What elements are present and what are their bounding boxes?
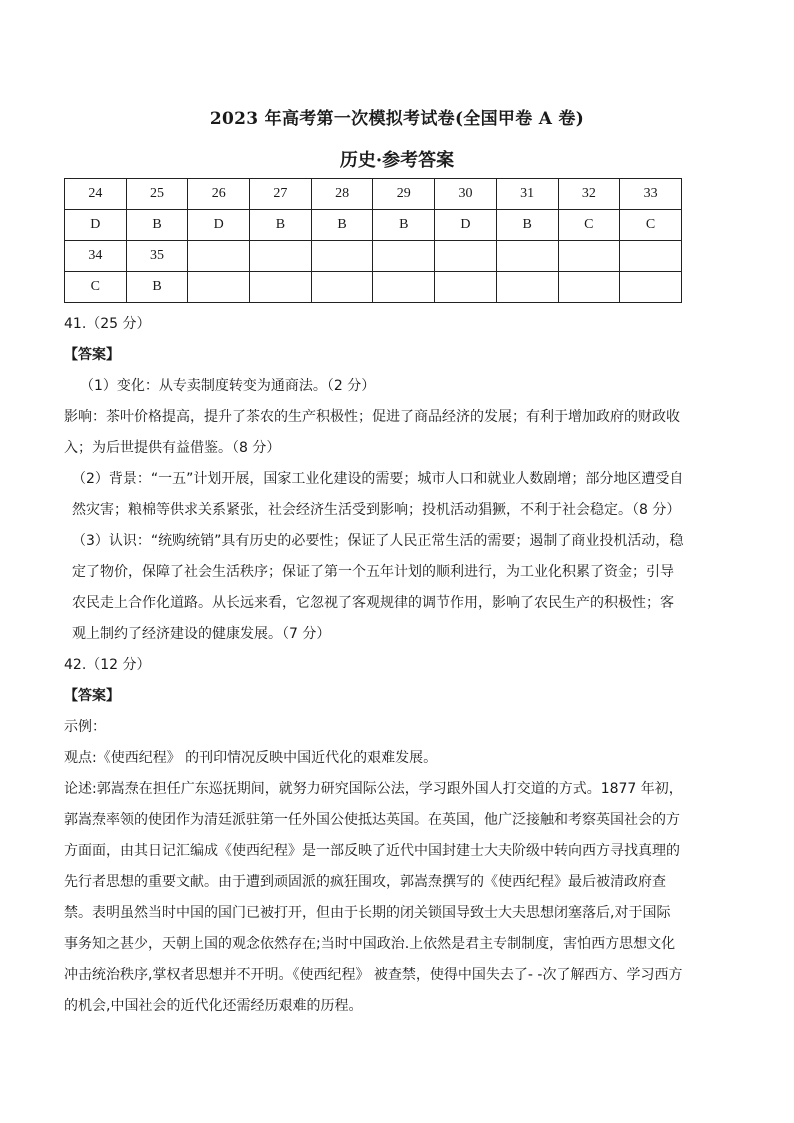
q41-part2: （2）背景：“一五”计划开展，国家工业化建设的需要；城市人口和就业人数剧增；部分地区遭受自然灾害；粮棉等供求关系紧张，社会经济生活受到影响；投机活动猖獗，不利于社会稳定。（8 分） xyxy=(72,471,684,518)
q41-part3: （3）认识：“统购统销”具有历史的必要性；保证了人民正常生活的需要；遏制了商业投机活动，稳定了物价，保障了社会生活秩序；保证了第一个五年计划的顺利进行，为工业化积累了资金；引导农民走上合作化道路。从长远来看，它忽视了客观规律的调节作用，影响了农民生产的积极性；客观上制约了经济建设的健康发展。（7 分） xyxy=(72,533,684,642)
q41-part1-change: （1）变化：从专卖制度转变为通商法。（2 分） xyxy=(80,378,376,394)
answer-letter-cell: C xyxy=(558,210,620,241)
q42-example-label: 示例： xyxy=(64,719,106,735)
q41-part1-impact: 影响：茶叶价格提高，提升了茶农的生产积极性；促进了商品经济的发展；有利于增加政府的财政收入；为后世提供有益借鉴。（8 分） xyxy=(64,409,680,456)
question-number-cell xyxy=(496,241,558,272)
question-number-cell: 29 xyxy=(373,179,435,210)
exam-title: 2023 年高考第一次模拟考试卷(全国甲卷 A 卷) xyxy=(209,109,585,129)
q42-heading: 42.（12 分） xyxy=(64,657,151,673)
question-number-cell: 27 xyxy=(250,179,312,210)
q42-viewpoint: 观点:《使西纪程》 的刊印情况反映中国近代化的艰难发展。 xyxy=(64,750,438,766)
question-number-cell: 25 xyxy=(126,179,188,210)
question-number-cell xyxy=(311,241,373,272)
answer-letter-cell: C xyxy=(65,272,127,303)
answer-table-row xyxy=(65,179,682,210)
answer-letter-cell xyxy=(620,272,682,303)
answer-key-subtitle: 历史·参考答案 xyxy=(339,150,455,171)
answer-body xyxy=(64,309,684,1022)
answer-letter-cell: B xyxy=(250,210,312,241)
question-number-cell xyxy=(250,241,312,272)
question-number-cell xyxy=(188,241,250,272)
answer-letter-cell: D xyxy=(188,210,250,241)
question-number-cell xyxy=(620,241,682,272)
question-number-cell: 28 xyxy=(311,179,373,210)
q42-answer-label: 【答案】 xyxy=(64,688,120,704)
answer-letter-cell: B xyxy=(373,210,435,241)
q41-heading: 41.（25 分） xyxy=(64,316,151,332)
answer-letter-cell xyxy=(311,272,373,303)
question-number-cell xyxy=(435,241,497,272)
question-number-cell: 32 xyxy=(558,179,620,210)
answer-letter-cell xyxy=(435,272,497,303)
q41-answer-label: 【答案】 xyxy=(64,347,120,363)
answer-letter-cell: C xyxy=(620,210,682,241)
answer-letter-cell: B xyxy=(126,210,188,241)
answer-letter-cell xyxy=(496,272,558,303)
answer-letter-cell: B xyxy=(311,210,373,241)
answer-table-row xyxy=(65,272,682,303)
question-number-cell: 34 xyxy=(65,241,127,272)
answer-letter-cell: D xyxy=(435,210,497,241)
answer-letter-cell: D xyxy=(65,210,127,241)
question-number-cell: 24 xyxy=(65,179,127,210)
question-number-cell: 26 xyxy=(188,179,250,210)
question-number-cell xyxy=(373,241,435,272)
question-number-cell: 31 xyxy=(496,179,558,210)
answer-letter-cell: B xyxy=(126,272,188,303)
answer-letter-cell xyxy=(558,272,620,303)
answer-letter-cell xyxy=(250,272,312,303)
question-number-cell: 30 xyxy=(435,179,497,210)
question-number-cell: 35 xyxy=(126,241,188,272)
answer-table-row xyxy=(65,210,682,241)
question-number-cell: 33 xyxy=(620,179,682,210)
answer-letter-cell xyxy=(188,272,250,303)
question-number-cell xyxy=(558,241,620,272)
answer-table-row xyxy=(65,241,682,272)
answer-letter-cell: B xyxy=(496,210,558,241)
answer-letter-cell xyxy=(373,272,435,303)
q42-argument: 论述:郭嵩焘在担任广东巡抚期间，就努力研究国际公法，学习跟外国人打交道的方式。1877 年初，郭嵩焘率领的使团作为清廷派驻第一任外国公使抵达英国。在英国，他广泛接触和考察英国社会的方方面面，由其日记汇编成《使西纪程》是一部反映了近代中国封建士大夫阶级中转向西方寻找真理的先行者思想的重要文献。由于遭到顽固派的疯狂围攻，郭嵩焘撰写的《使西纪程》最后被清政府查禁。表明虽然当时中国的国门已被打开，但由于长期的闭关锁国导致士大夫思想闭塞落后,对于国际事务知之甚少，天朝上国的观念依然存在;当时中国政治.上依然是君主专制制度，害怕西方思想文化冲击统治秩序,掌权者思想并不开明。《使西纪程》 被查禁，使得中国失去了- -次了解西方、学习西方的机会,中国社会的近代化还需经历艰难的历程。 xyxy=(64,781,683,1014)
answer-table xyxy=(64,178,682,303)
